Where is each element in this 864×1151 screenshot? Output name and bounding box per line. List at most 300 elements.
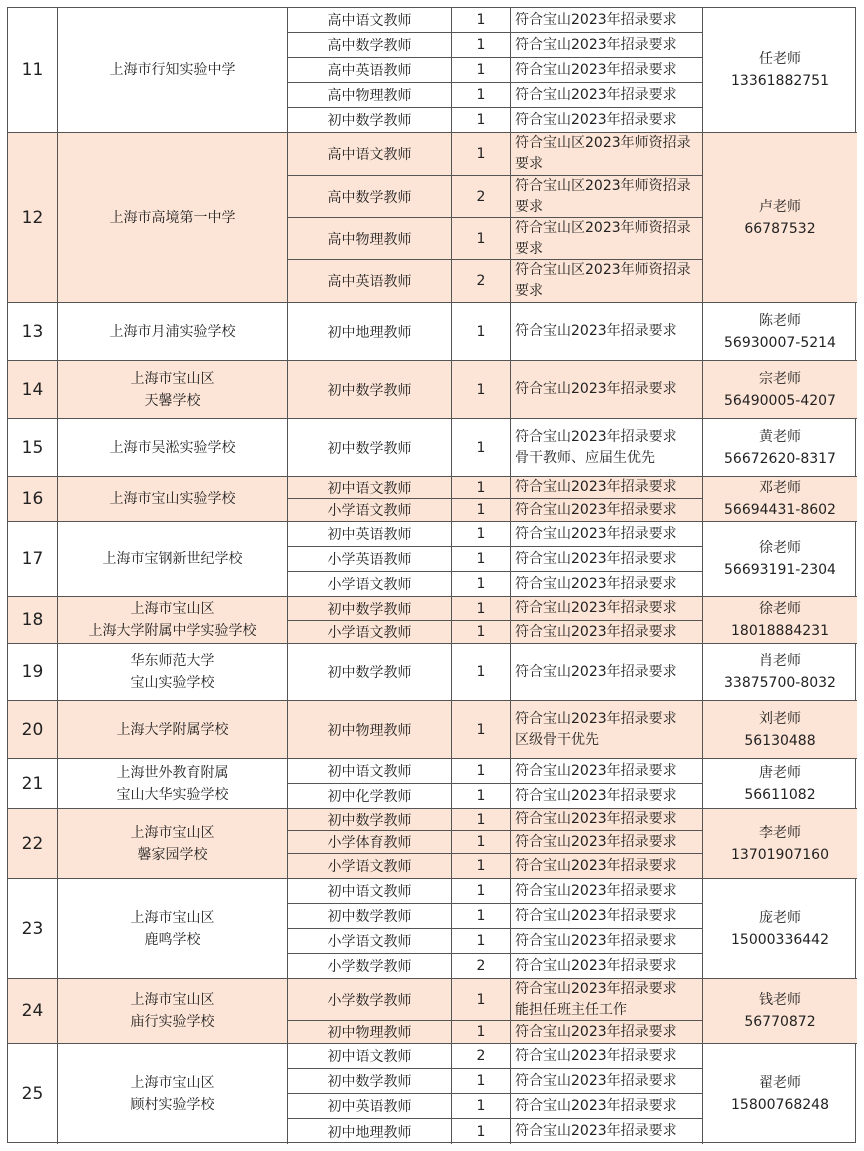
row-number: 16 xyxy=(21,489,44,509)
position-count-cell xyxy=(452,854,511,879)
requirement-text: 符合宝山2023年招录要求 xyxy=(515,381,677,397)
position-title: 初中化学教师 xyxy=(327,789,412,805)
school-name-cell xyxy=(58,809,288,879)
position-count-cell xyxy=(452,477,511,499)
row-number-cell xyxy=(8,979,58,1044)
position-title-cell xyxy=(288,8,452,33)
row-number: 19 xyxy=(21,662,44,682)
school-name-line: 宝山实验学校 xyxy=(130,675,215,691)
school-name-cell xyxy=(58,644,288,701)
position-count: 1 xyxy=(476,146,486,162)
requirement-text: 符合宝山2023年招录要求 xyxy=(515,907,677,924)
position-title: 高中语文教师 xyxy=(327,13,412,29)
position-title-cell xyxy=(288,954,452,979)
school-name-line: 上海市吴淞实验学校 xyxy=(109,439,236,456)
position-title: 小学数学教师 xyxy=(327,959,412,975)
position-count-cell xyxy=(452,1119,511,1144)
requirement-cell xyxy=(511,303,703,361)
school-name-line: 馨家园学校 xyxy=(137,846,208,863)
position-count-cell xyxy=(452,831,511,854)
contact-phone: 18018884231 xyxy=(731,623,829,639)
position-title-cell xyxy=(288,879,452,904)
requirement-cell xyxy=(511,1021,703,1044)
position-title: 初中物理教师 xyxy=(327,1025,412,1041)
position-count-cell xyxy=(452,499,511,522)
row-number: 24 xyxy=(21,1001,44,1021)
position-count-cell xyxy=(452,33,511,58)
requirement-text: 符合宝山2023年招录要求 xyxy=(515,11,677,28)
position-title: 初中英语教师 xyxy=(327,527,412,543)
position-title: 高中英语教师 xyxy=(327,274,412,290)
school-name-line: 上海市宝钢新世纪学校 xyxy=(102,551,243,567)
contact-cell xyxy=(703,879,857,979)
row-number: 22 xyxy=(21,833,44,854)
position-title-cell xyxy=(288,522,452,547)
school-name-line: 庙行实验学校 xyxy=(130,1014,215,1030)
position-title-cell xyxy=(288,303,452,361)
school-name-line: 上海大学附属学校 xyxy=(116,721,229,738)
position-title-cell xyxy=(288,133,452,176)
contact-phone: 15800768248 xyxy=(731,1097,829,1113)
school-name-line: 上海市高境第一中学 xyxy=(109,209,236,226)
requirement-cell xyxy=(511,133,703,176)
contact-phone: 56130488 xyxy=(744,732,816,749)
position-title-cell xyxy=(288,1021,452,1044)
position-title-cell xyxy=(288,419,452,477)
position-count-cell xyxy=(452,1094,511,1119)
position-title: 初中数学教师 xyxy=(327,1074,412,1090)
position-count: 1 xyxy=(476,526,486,542)
position-count: 1 xyxy=(476,834,486,850)
position-count: 1 xyxy=(476,664,486,680)
position-count: 1 xyxy=(476,811,486,828)
position-title-cell xyxy=(288,572,452,597)
position-title-cell xyxy=(288,621,452,644)
requirement-text: 符合宝山2023年招录要求 xyxy=(515,762,677,779)
contact-phone: 56930007-5214 xyxy=(724,334,836,351)
contact-cell xyxy=(703,701,857,759)
position-count-cell xyxy=(452,303,511,361)
school-name-line: 华东师范大学 xyxy=(130,653,215,669)
requirement-cell xyxy=(511,108,703,133)
requirement-cell xyxy=(511,1069,703,1094)
position-count: 1 xyxy=(476,1073,486,1089)
row-number-cell xyxy=(8,759,58,809)
school-name-line: 上海市宝山区 xyxy=(130,370,215,387)
requirement-cell xyxy=(511,1119,703,1144)
requirement-text: 符合宝山2023年招录要求 xyxy=(515,623,677,640)
position-count-cell xyxy=(452,108,511,133)
school-name-line: 上海市宝山区 xyxy=(130,1075,215,1091)
school-name-line: 上海市宝山区 xyxy=(130,992,215,1008)
requirement-text: 符合宝山区2023年师资招录 要求 xyxy=(515,135,691,172)
row-number-cell xyxy=(8,1044,58,1144)
requirement-text: 符合宝山区2023年师资招录 要求 xyxy=(515,177,691,215)
school-name-cell xyxy=(58,701,288,759)
position-count-cell xyxy=(452,784,511,809)
position-count: 1 xyxy=(476,1024,486,1040)
position-title: 高中物理教师 xyxy=(327,231,412,248)
position-count-cell xyxy=(452,133,511,176)
contact-phone: 56490005-4207 xyxy=(724,392,836,409)
position-count-cell xyxy=(452,701,511,759)
school-name-cell xyxy=(58,597,288,644)
position-count: 1 xyxy=(476,576,486,592)
position-title-cell xyxy=(288,759,452,784)
requirement-text: 符合宝山2023年招录要求 xyxy=(515,1047,677,1064)
contact-cell xyxy=(703,303,857,361)
position-title-cell xyxy=(288,854,452,879)
contact-phone: 56672620-8317 xyxy=(724,450,836,467)
school-name-cell xyxy=(58,879,288,979)
position-title: 小学语文教师 xyxy=(327,625,412,641)
position-title-cell xyxy=(288,929,452,954)
position-title: 小学体育教师 xyxy=(327,835,412,851)
requirement-cell xyxy=(511,477,703,499)
requirement-text: 符合宝山2023年招录要求 xyxy=(515,525,677,542)
position-count: 1 xyxy=(476,721,486,738)
requirement-cell xyxy=(511,979,703,1021)
position-count-cell xyxy=(452,83,511,108)
position-count-cell xyxy=(452,361,511,419)
contact-cell xyxy=(703,8,857,133)
contact-phone: 13361882751 xyxy=(731,73,829,89)
position-count: 1 xyxy=(476,624,486,640)
position-count: 1 xyxy=(476,479,486,496)
requirement-cell xyxy=(511,1044,703,1069)
row-number: 23 xyxy=(21,918,44,939)
position-title-cell xyxy=(288,1119,452,1144)
requirement-cell xyxy=(511,784,703,809)
position-title-cell xyxy=(288,979,452,1021)
school-name-cell xyxy=(58,477,288,522)
row-number-cell xyxy=(8,477,58,522)
contact-phone: 15000336442 xyxy=(731,931,829,948)
position-title-cell xyxy=(288,1044,452,1069)
position-title: 初中数学教师 xyxy=(327,382,412,399)
position-title: 小学语文教师 xyxy=(327,503,412,519)
contact-phone: 56693191-2304 xyxy=(724,562,836,578)
position-title: 初中语文教师 xyxy=(327,764,412,780)
school-name-line: 上海世外教育附属 xyxy=(116,764,229,781)
contact-name: 肖老师 xyxy=(759,653,801,669)
position-title-cell xyxy=(288,644,452,701)
requirement-cell xyxy=(511,597,703,621)
position-count-cell xyxy=(452,58,511,83)
position-title-cell xyxy=(288,701,452,759)
position-count-cell xyxy=(452,759,511,784)
contact-name: 唐老师 xyxy=(759,764,801,781)
row-number-cell xyxy=(8,419,58,477)
position-title: 初中数学教师 xyxy=(327,440,412,457)
position-title: 小学语文教师 xyxy=(327,934,412,950)
school-name-cell xyxy=(58,8,288,133)
contact-phone: 66787532 xyxy=(744,220,816,237)
requirement-cell xyxy=(511,831,703,854)
contact-name: 邓老师 xyxy=(759,480,801,496)
school-name-line: 上海市宝山区 xyxy=(130,824,215,841)
position-count: 1 xyxy=(476,600,486,617)
school-name-line: 天馨学校 xyxy=(144,392,201,409)
position-count: 1 xyxy=(476,87,486,103)
school-name-cell xyxy=(58,979,288,1044)
position-title: 小学数学教师 xyxy=(327,992,412,1009)
requirement-text: 符合宝山2023年招录要求 xyxy=(515,323,677,339)
requirement-text: 符合宝山区2023年师资招录 要求 xyxy=(515,262,691,299)
requirement-cell xyxy=(511,419,703,477)
position-count-cell xyxy=(452,1044,511,1069)
requirement-cell xyxy=(511,83,703,108)
position-title: 小学语文教师 xyxy=(327,577,412,593)
position-title: 高中英语教师 xyxy=(327,63,412,79)
row-number: 18 xyxy=(21,610,44,630)
position-count-cell xyxy=(452,597,511,621)
position-title-cell xyxy=(288,361,452,419)
contact-name: 刘老师 xyxy=(759,710,801,727)
requirement-cell xyxy=(511,547,703,572)
school-name-cell xyxy=(58,419,288,477)
requirement-text: 符合宝山2023年招录要求 xyxy=(515,479,677,495)
requirement-text: 符合宝山2023年招录要求 xyxy=(515,1097,677,1114)
position-title: 初中英语教师 xyxy=(327,1099,412,1115)
position-title-cell xyxy=(288,33,452,58)
school-name-line: 宝山大华实验学校 xyxy=(116,786,229,803)
row-number-cell xyxy=(8,8,58,133)
position-count-cell xyxy=(452,809,511,831)
school-name-cell xyxy=(58,303,288,361)
position-title-cell xyxy=(288,547,452,572)
position-title-cell xyxy=(288,809,452,831)
contact-cell xyxy=(703,759,857,809)
position-count-cell xyxy=(452,1069,511,1094)
position-count-cell xyxy=(452,644,511,701)
requirement-text: 符合宝山2023年招录要求 xyxy=(515,111,677,128)
position-title: 高中数学教师 xyxy=(327,38,412,54)
position-title-cell xyxy=(288,831,452,854)
requirement-cell xyxy=(511,644,703,701)
position-count-cell xyxy=(452,904,511,929)
school-name-line: 上海市宝山实验学校 xyxy=(109,491,236,507)
position-count: 1 xyxy=(476,112,486,128)
requirement-text: 符合宝山2023年招录要求 区级骨干优先 xyxy=(515,710,677,748)
position-count: 2 xyxy=(476,958,486,974)
position-count: 1 xyxy=(476,933,486,949)
position-title: 初中语文教师 xyxy=(327,480,412,497)
row-number: 12 xyxy=(21,207,44,228)
requirement-cell xyxy=(511,176,703,218)
school-name-line: 上海市宝山区 xyxy=(130,909,215,926)
position-title: 初中语文教师 xyxy=(327,1049,412,1065)
position-count-cell xyxy=(452,522,511,547)
requirement-text: 符合宝山2023年招录要求 xyxy=(515,36,677,53)
requirement-cell xyxy=(511,904,703,929)
row-number-cell xyxy=(8,522,58,597)
row-number: 13 xyxy=(21,321,44,342)
position-title: 初中物理教师 xyxy=(327,722,412,739)
contact-name: 任老师 xyxy=(759,51,801,67)
row-number: 25 xyxy=(21,1084,44,1104)
position-count: 1 xyxy=(476,883,486,899)
contact-phone: 56694431-8602 xyxy=(724,502,836,518)
row-number: 21 xyxy=(21,773,44,794)
contact-phone: 56770872 xyxy=(744,1014,816,1030)
requirement-text: 符合宝山2023年招录要求 xyxy=(515,575,677,592)
position-count-cell xyxy=(452,621,511,644)
requirement-text: 符合宝山2023年招录要求 xyxy=(515,1123,677,1139)
position-title-cell xyxy=(288,1094,452,1119)
contact-name: 陈老师 xyxy=(759,312,801,329)
contact-phone: 33875700-8032 xyxy=(724,675,836,691)
contact-cell xyxy=(703,1044,857,1144)
row-number-cell xyxy=(8,644,58,701)
position-title: 初中数学教师 xyxy=(327,909,412,925)
requirement-cell xyxy=(511,260,703,303)
row-number: 17 xyxy=(21,549,44,569)
school-name-line: 上海市宝山区 xyxy=(130,601,215,617)
requirement-cell xyxy=(511,8,703,33)
position-title-cell xyxy=(288,260,452,303)
school-name-line: 顾村实验学校 xyxy=(130,1097,215,1113)
requirement-cell xyxy=(511,701,703,759)
requirement-cell xyxy=(511,572,703,597)
position-count-cell xyxy=(452,979,511,1021)
position-title-cell xyxy=(288,218,452,260)
contact-name: 卢老师 xyxy=(759,198,801,215)
position-title-cell xyxy=(288,499,452,522)
position-count-cell xyxy=(452,954,511,979)
requirement-text: 符合宝山2023年招录要求 xyxy=(515,882,677,899)
position-count: 1 xyxy=(476,908,486,924)
contact-cell xyxy=(703,477,857,522)
school-name-cell xyxy=(58,133,288,303)
position-title-cell xyxy=(288,1069,452,1094)
position-count: 1 xyxy=(476,230,486,247)
requirement-cell xyxy=(511,621,703,644)
requirement-text: 符合宝山2023年招录要求 xyxy=(515,501,677,518)
requirement-cell xyxy=(511,1094,703,1119)
contact-phone: 13701907160 xyxy=(731,846,829,863)
contact-name: 黄老师 xyxy=(759,428,801,445)
requirement-cell xyxy=(511,929,703,954)
position-title: 初中数学教师 xyxy=(327,665,412,681)
position-count: 1 xyxy=(476,1123,486,1140)
school-name-cell xyxy=(58,361,288,419)
contact-name: 徐老师 xyxy=(759,540,801,556)
position-count: 1 xyxy=(476,62,486,78)
position-title: 高中语文教师 xyxy=(327,147,412,163)
position-title: 初中语文教师 xyxy=(327,884,412,900)
requirement-text: 符合宝山区2023年师资招录 要求 xyxy=(515,219,691,257)
requirement-cell xyxy=(511,499,703,522)
position-count-cell xyxy=(452,572,511,597)
contact-cell xyxy=(703,522,857,597)
row-number-cell xyxy=(8,701,58,759)
contact-name: 庞老师 xyxy=(759,909,801,926)
requirement-cell xyxy=(511,58,703,83)
school-name-line: 鹿鸣学校 xyxy=(144,931,201,948)
row-number-cell xyxy=(8,879,58,979)
position-count: 1 xyxy=(476,323,486,340)
requirement-text: 符合宝山2023年招录要求 xyxy=(515,86,677,103)
contact-phone: 56611082 xyxy=(744,786,816,803)
position-count: 1 xyxy=(476,763,486,779)
requirement-text: 符合宝山2023年招录要求 xyxy=(515,811,677,827)
position-title-cell xyxy=(288,108,452,133)
requirement-text: 符合宝山2023年招录要求 xyxy=(515,1072,677,1089)
requirement-text: 符合宝山2023年招录要求 能担任班主任工作 xyxy=(515,980,677,1018)
position-title-cell xyxy=(288,784,452,809)
position-title-cell xyxy=(288,83,452,108)
contact-cell xyxy=(703,979,857,1044)
row-number-cell xyxy=(8,303,58,361)
requirement-cell xyxy=(511,854,703,879)
position-count: 1 xyxy=(476,991,486,1008)
contact-cell xyxy=(703,809,857,879)
position-count: 1 xyxy=(476,788,486,804)
requirement-text: 符合宝山2023年招录要求 xyxy=(515,857,677,874)
contact-name: 翟老师 xyxy=(759,1075,801,1091)
school-name-line: 上海大学附属中学实验学校 xyxy=(88,623,257,639)
contact-cell xyxy=(703,419,857,477)
contact-name: 宗老师 xyxy=(759,370,801,387)
position-count: 1 xyxy=(476,551,486,567)
position-title: 高中数学教师 xyxy=(327,189,412,206)
row-number: 15 xyxy=(21,437,44,458)
row-number-cell xyxy=(8,597,58,644)
school-name-cell xyxy=(58,759,288,809)
position-count: 1 xyxy=(476,381,486,398)
position-count: 1 xyxy=(476,439,486,456)
row-number-cell xyxy=(8,809,58,879)
recruitment-table xyxy=(7,7,856,1143)
row-number: 20 xyxy=(21,719,44,740)
contact-name: 李老师 xyxy=(759,824,801,841)
requirement-cell xyxy=(511,33,703,58)
position-title-cell xyxy=(288,597,452,621)
position-count: 1 xyxy=(476,12,486,28)
requirement-cell xyxy=(511,218,703,260)
requirement-text: 符合宝山2023年招录要求 xyxy=(515,1023,677,1040)
requirement-cell xyxy=(511,954,703,979)
school-name-line: 上海市行知实验中学 xyxy=(109,62,236,78)
position-count: 2 xyxy=(476,273,486,289)
requirement-cell xyxy=(511,809,703,831)
position-title: 初中地理教师 xyxy=(327,324,412,341)
position-count-cell xyxy=(452,547,511,572)
contact-cell xyxy=(703,644,857,701)
position-count: 2 xyxy=(476,188,486,205)
position-title: 小学英语教师 xyxy=(327,552,412,568)
position-count: 1 xyxy=(476,858,486,874)
requirement-text: 符合宝山2023年招录要求 骨干教师、应届生优先 xyxy=(515,428,677,466)
position-count: 1 xyxy=(476,1098,486,1114)
position-count: 2 xyxy=(476,1048,486,1064)
school-name-line: 上海市月浦实验学校 xyxy=(109,323,236,340)
requirement-text: 符合宝山2023年招录要求 xyxy=(515,550,677,567)
position-title: 初中数学教师 xyxy=(327,113,412,129)
requirement-cell xyxy=(511,522,703,547)
requirement-text: 符合宝山2023年招录要求 xyxy=(515,932,677,949)
school-name-cell xyxy=(58,522,288,597)
requirement-text: 符合宝山2023年招录要求 xyxy=(515,663,677,680)
requirement-cell xyxy=(511,879,703,904)
requirement-text: 符合宝山2023年招录要求 xyxy=(515,833,677,850)
position-title-cell xyxy=(288,477,452,499)
position-count-cell xyxy=(452,929,511,954)
row-number-cell xyxy=(8,361,58,419)
requirement-cell xyxy=(511,759,703,784)
requirement-text: 符合宝山2023年招录要求 xyxy=(515,957,677,974)
